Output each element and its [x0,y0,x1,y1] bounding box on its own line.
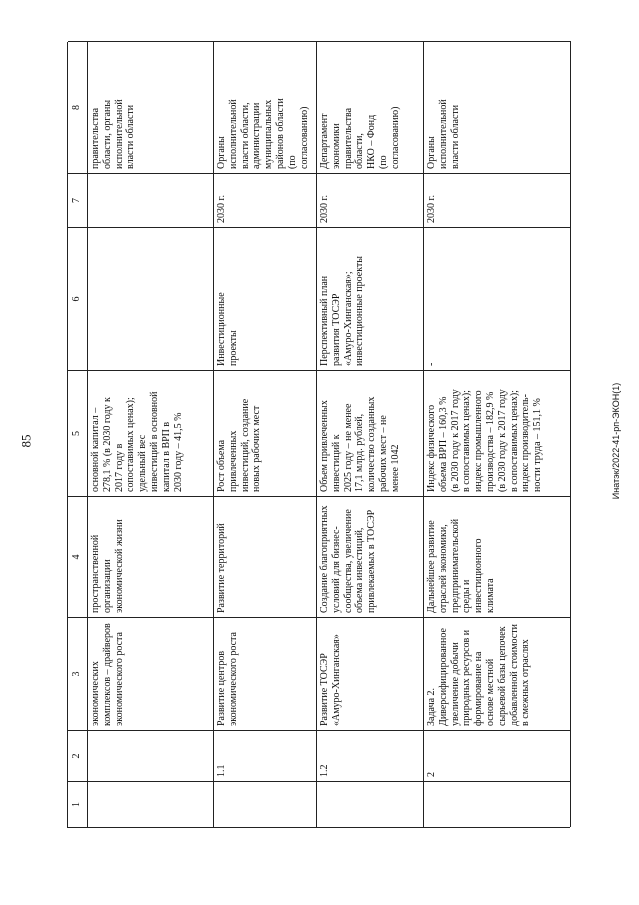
table-cell: Рост объема привлеченных инвестиций, создание новых рабочих мест [214,370,317,496]
table-cell: правительства области, органы исполнительной власти области [88,41,214,173]
table-cell [88,173,214,227]
table-cell: - [424,227,571,370]
table-cell: Развитие территорий [214,496,317,617]
table-cell [88,227,214,370]
table-cell: Развитие центров экономического роста [214,617,317,730]
table-cell [88,730,214,781]
header-cell-8: 8 [68,41,88,173]
header-cell-4: 4 [68,496,88,617]
table-cell: Департамент экономики правительства области, НКО – Фонд (по согласованию) [317,41,424,173]
table-cell: Развитие ТОСЭР «Амуро-Хинганская» [317,617,424,730]
page-number: 85 [18,434,34,448]
header-cell-7: 7 [68,173,88,227]
table-cell: 2030 г. [214,173,317,227]
header-cell-1: 1 [68,781,88,827]
table-cell: Органы исполнительной власти области, администрации муниципальных районов области (по согласованию) [214,41,317,173]
table-cell: Объем привлеченных инвестиций к 2025 году – не менее 17,1 млрд. рублей, количество созданных рабочих мест – не менее 1042 [317,370,424,496]
table-cell: 1.1 [214,730,317,781]
table-cell: Перспективный план развития ТОСЭР «Амуро-Хинганская»; инвестиционные проекты [317,227,424,370]
table-cell [214,781,317,827]
table-cell: Дальнейшее развитие отраслей экономики, предпринимательской среды и инвестиционного климата [424,496,571,617]
table-cell: Индекс физического объема ВРП – 160,3 % (в 2030 году к 2017 году в сопоставимых ценах); индекс промышленного производства – 182,9 % (в 2030 году к 2017 году в сопоставимых ценах); индекс производитель- ности труда – 151,1 % [424,370,571,496]
table-cell: экономических комплексов – драйверов экономического роста [88,617,214,730]
document-code: Инатэк/2022-41-рп-ЭКОН(1) [611,382,621,500]
header-cell-2: 2 [68,730,88,781]
table-cell: 2030 г. [317,173,424,227]
header-cell-6: 6 [68,227,88,370]
activity-table [67,42,570,828]
table-cell: Задача 2. Диверсифицированное увеличение добычи природных ресурсов и формирование на основе местной сырьевой базы цепочек добавленной стоимости в смежных отраслях [424,617,571,730]
table-cell: Создание благоприятных условий для бизнес- сообщества, увеличение объема инвестиций, привлекаемых в ТОСЭР [317,496,424,617]
header-cell-3: 3 [68,617,88,730]
header-cell-5: 5 [68,370,88,496]
table-cell: пространственной организации экономической жизни [88,496,214,617]
table-cell: Органы исполнительной власти области [424,41,571,173]
table-cell: Инвестиционные проекты [214,227,317,370]
table-cell [88,781,214,827]
table-wrapper [67,42,570,828]
table-cell: 1.2 [317,730,424,781]
table-cell [424,781,571,827]
table-cell: основной капитал – 278,1 % (в 2030 году к 2017 году в сопоставимых ценах); удельный вес инвестиций в основной капитал в ВРП в 2030 году – 41,5 % [88,370,214,496]
table-cell: 2030 г. [424,173,571,227]
table-cell [317,781,424,827]
table-cell: 2 [424,730,571,781]
